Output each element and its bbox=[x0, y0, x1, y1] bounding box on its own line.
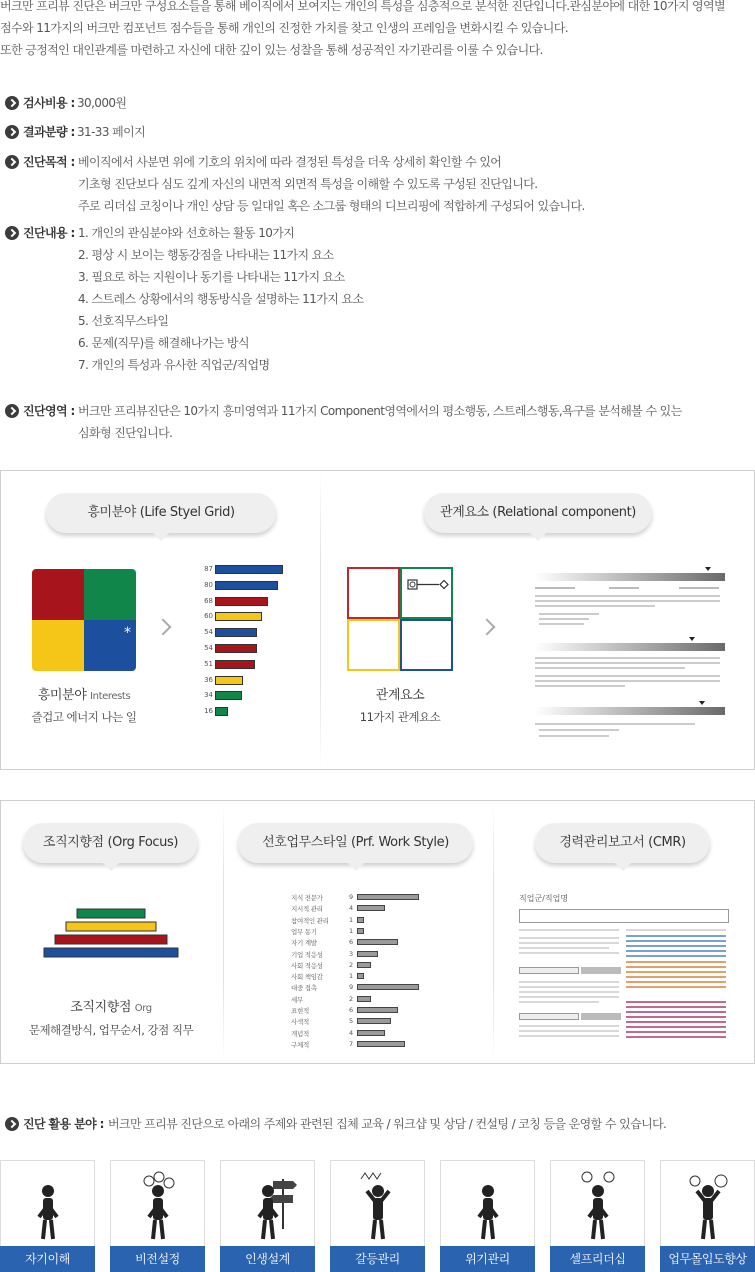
work-style-label: 사회 적응성 bbox=[291, 961, 323, 970]
interest-bar bbox=[215, 612, 262, 621]
conflict-management-icon bbox=[331, 1165, 426, 1245]
interest-bar-value: 87 bbox=[204, 565, 213, 573]
chevron-right-icon bbox=[479, 619, 496, 636]
cmr-doc-shade bbox=[581, 1013, 621, 1020]
arrow-bullet-icon bbox=[5, 1117, 19, 1131]
interest-pill: 흥미분야 (Life Styel Grid) bbox=[46, 493, 276, 533]
asterisk-icon: * bbox=[124, 625, 131, 641]
relational-caption: 관계요소 bbox=[375, 688, 425, 703]
interest-bar-value: 36 bbox=[204, 675, 213, 684]
work-style-bar bbox=[357, 1007, 398, 1013]
relational-report-graphic bbox=[529, 567, 729, 743]
interest-bar-value: 68 bbox=[204, 596, 213, 605]
content-line: 7. 개인의 특성과 유사한 직업군/직업명 bbox=[78, 358, 270, 372]
relational-quadrant bbox=[347, 567, 453, 671]
life-style-grid bbox=[32, 569, 136, 671]
interest-bar-value: 51 bbox=[204, 659, 213, 668]
arrow-bullet-icon bbox=[5, 96, 19, 110]
relational-desc: 11가지 관계요소 bbox=[359, 710, 441, 724]
work-style-label: 업무 동기 bbox=[291, 927, 317, 936]
work-style-bar bbox=[357, 1041, 405, 1047]
arrow-bullet-icon bbox=[5, 125, 19, 139]
grid-green-quadrant bbox=[84, 569, 136, 620]
work-style-value: 6 bbox=[349, 1006, 354, 1014]
content-line: 4. 스트레스 상황에서의 행동방식을 설명하는 11가지 요소 bbox=[78, 292, 364, 306]
content-line: 1. 개인의 관심분야와 선호하는 활동 10가지 bbox=[78, 226, 295, 240]
vision-setting-icon bbox=[111, 1165, 206, 1245]
panel-org-work-cmr bbox=[0, 800, 755, 1064]
relational-yellow-quadrant bbox=[347, 619, 400, 671]
purpose-line: 주로 리더십 코칭이나 개인 상담 등 일대일 혹은 소그룹 형태의 디브리핑에 적합하게 구성되어 있습니다. bbox=[78, 199, 585, 213]
interest-bar bbox=[215, 628, 257, 637]
work-style-value: 1 bbox=[349, 926, 354, 935]
self-leadership-icon bbox=[551, 1165, 646, 1245]
intro-line: 또한 긍정적인 대인관계를 마련하고 자신에 대한 깊이 있는 성찰을 통해 성공적인 자기관리를 이룰 수 있습니다. bbox=[0, 43, 543, 57]
relational-red-quadrant bbox=[347, 567, 400, 619]
area-line: 심화형 진단입니다. bbox=[78, 426, 173, 440]
intro-line: 버크만 프리뷰 진단은 버크만 구성요소들을 통해 베이직에서 보여지는 개인의 특성을 심층적으로 분석한 진단입니다.관심분야에 대한 10가지 영역별 bbox=[0, 0, 726, 13]
interest-bar bbox=[215, 707, 228, 716]
grid-yellow-quadrant bbox=[32, 620, 84, 671]
org-pill: 조직지향점 (Org Focus) bbox=[23, 823, 198, 863]
work-style-value: 5 bbox=[349, 1017, 354, 1026]
usage-tile-label: 인생설계 bbox=[220, 1246, 315, 1272]
purpose-label: 진단목적 : bbox=[23, 155, 75, 169]
interest-bar-chart bbox=[197, 565, 297, 725]
work-style-label: 자기 계발 bbox=[291, 939, 317, 948]
work-style-bar bbox=[357, 996, 371, 1002]
interest-bar bbox=[215, 660, 255, 669]
life-design-icon bbox=[221, 1165, 316, 1245]
intro-text bbox=[0, 0, 725, 61]
interest-desc: 즐겁고 에너지 나는 일 bbox=[31, 710, 137, 724]
work-style-label: 지식 전문가 bbox=[291, 894, 323, 902]
content-line: 3. 필요로 하는 지원이나 동기를 나타내는 11가지 요소 bbox=[78, 270, 345, 284]
cmr-pill: 경력관리보고서 (CMR) bbox=[535, 823, 710, 863]
content-line: 6. 문제(직무)를 해결해나가는 방식 bbox=[78, 336, 249, 350]
org-desc: 문제해결방식, 업무순서, 강점 직무 bbox=[28, 1023, 194, 1037]
arrow-bullet-icon bbox=[5, 404, 19, 418]
relational-green-quadrant bbox=[400, 567, 453, 619]
usage-label: 진단 활용 분야 : bbox=[23, 1117, 104, 1131]
interest-bar bbox=[215, 565, 283, 574]
cmr-report-thumbnail bbox=[511, 891, 736, 1051]
arrow-bullet-icon bbox=[5, 226, 19, 240]
work-style-label: 세무 bbox=[291, 995, 303, 1004]
panel-interest-relational bbox=[0, 470, 755, 770]
cmr-doc-shade bbox=[581, 967, 621, 974]
work-style-value: 1 bbox=[349, 915, 354, 924]
work-style-value: 4 bbox=[349, 1028, 354, 1037]
work-style-bar bbox=[357, 1030, 385, 1036]
usage-tile bbox=[0, 1160, 95, 1272]
work-style-bar bbox=[357, 905, 385, 911]
work-style-bar bbox=[357, 928, 364, 934]
work-style-bar bbox=[357, 984, 419, 990]
area-label: 진단영역 : bbox=[23, 404, 75, 418]
work-style-value: 6 bbox=[349, 938, 354, 947]
org-caption-main: 조직지향점 bbox=[70, 1000, 132, 1015]
usage-tile-label: 셀프리더십 bbox=[550, 1246, 645, 1272]
purpose-line: 베이직에서 사분면 위에 기호의 위치에 따라 결정된 특성을 더욱 상세히 확인할 수 있어 bbox=[78, 155, 502, 169]
interest-caption-main: 흥미분야 bbox=[37, 688, 87, 703]
work-style-pill: 선호업무스타일 (Prf. Work Style) bbox=[238, 823, 473, 863]
work-style-value: 7 bbox=[349, 1039, 354, 1048]
panel-divider bbox=[223, 801, 224, 1063]
interest-bar-value: 54 bbox=[204, 628, 213, 637]
relational-pill: 관계요소 (Relational component) bbox=[424, 493, 652, 533]
work-engagement-icon bbox=[661, 1165, 755, 1245]
org-focus-pyramid bbox=[43, 907, 179, 959]
interest-bar bbox=[215, 581, 278, 590]
work-style-label: 참여적인 관리 bbox=[291, 916, 329, 925]
interest-bar bbox=[215, 597, 268, 606]
pages-label: 결과분량 : bbox=[23, 125, 75, 139]
interest-bar bbox=[215, 644, 257, 653]
work-style-bar bbox=[357, 939, 398, 945]
work-style-label: 기업 적응성 bbox=[291, 950, 323, 959]
usage-tile-label: 갈등관리 bbox=[330, 1246, 425, 1272]
usage-text: 버크만 프리뷰 진단으로 아래의 주제와 관련된 집체 교육 / 워크샵 및 상담 / 컨설팅 / 코칭 등을 운영할 수 있습니다. bbox=[108, 1117, 667, 1131]
org-caption bbox=[41, 996, 181, 1015]
work-style-value: 3 bbox=[349, 949, 354, 958]
interest-caption bbox=[34, 684, 134, 703]
work-style-label: 구체적 bbox=[291, 1040, 309, 1049]
work-style-bar bbox=[357, 917, 364, 923]
intro-line: 점수와 11가지의 버크만 컴포넌트 점수들을 통해 개인의 진정한 가치를 찾고 인생의 프레임을 변화시킬 수 있습니다. bbox=[0, 21, 568, 35]
work-style-label: 사회 책임감 bbox=[291, 973, 323, 982]
cost-label: 검사비용 : bbox=[23, 96, 75, 110]
interest-bar-value: 80 bbox=[204, 580, 213, 589]
usage-tile bbox=[660, 1160, 755, 1272]
interest-bar bbox=[215, 676, 243, 685]
work-style-label: 대중 접촉 bbox=[291, 984, 317, 993]
usage-tile-label: 업무몰입도향상 bbox=[660, 1246, 755, 1272]
work-style-chart bbox=[291, 893, 441, 1053]
usage-tile-label: 비전설정 bbox=[110, 1246, 205, 1272]
work-style-value: 2 bbox=[349, 960, 354, 969]
work-style-label: 개념적 bbox=[291, 1029, 309, 1038]
content-label: 진단내용 : bbox=[23, 226, 75, 240]
work-style-value: 1 bbox=[349, 972, 354, 981]
usage-tile bbox=[220, 1160, 315, 1272]
usage-tile bbox=[440, 1160, 535, 1272]
usage-tile-label: 위기관리 bbox=[440, 1246, 535, 1272]
content-line: 2. 평상 시 보이는 행동강점을 나타내는 11가지 요소 bbox=[78, 248, 334, 262]
work-style-value: 9 bbox=[349, 983, 354, 992]
cost-value: 30,000원 bbox=[77, 96, 127, 110]
content-line: 5. 선호직무스타일 bbox=[78, 314, 169, 328]
connector-marker-icon bbox=[407, 577, 451, 593]
interest-bar-value: 54 bbox=[204, 644, 213, 652]
work-style-bar bbox=[357, 962, 371, 968]
interest-caption-sub: Interests bbox=[90, 691, 131, 702]
pages-value: 31-33 페이지 bbox=[77, 125, 146, 139]
work-style-bar bbox=[357, 951, 378, 957]
usage-tile bbox=[110, 1160, 205, 1272]
arrow-bullet-icon bbox=[5, 155, 19, 169]
work-style-bar bbox=[357, 973, 364, 979]
relational-blue-quadrant bbox=[400, 619, 453, 671]
area-line: 버크만 프리뷰진단은 10가지 흥미영역과 11가지 Component영역에서의 평소행동, 스트레스행동,욕구를 분석해볼 수 있는 bbox=[78, 404, 682, 418]
usage-tile bbox=[330, 1160, 425, 1272]
relational-report-thumbnail bbox=[529, 567, 729, 743]
cmr-doc-blue-text bbox=[626, 935, 726, 959]
grid-red-quadrant bbox=[32, 569, 84, 620]
work-style-bar bbox=[357, 894, 419, 900]
usage-tile-label: 자기이해 bbox=[0, 1246, 95, 1272]
org-caption-sub: Org bbox=[134, 1003, 152, 1014]
panel-divider bbox=[320, 471, 321, 769]
cmr-doc-orange-text bbox=[626, 961, 726, 991]
chevron-right-icon bbox=[155, 619, 172, 636]
interest-bar-value: 34 bbox=[204, 691, 213, 700]
purpose-line: 기초형 진단보다 심도 깊게 자신의 내면적 외면적 특성을 이해할 수 있도록 구성된 진단입니다. bbox=[78, 177, 538, 191]
work-style-label: 지시적 관리 bbox=[291, 905, 323, 914]
work-style-value: 4 bbox=[349, 904, 354, 913]
work-style-label: 표현적 bbox=[291, 1007, 309, 1015]
work-style-value: 9 bbox=[349, 893, 354, 901]
work-style-label: 사색적 bbox=[291, 1018, 309, 1027]
cmr-doc-pink-text bbox=[626, 1001, 726, 1041]
usage-tile bbox=[550, 1160, 645, 1272]
self-understanding-icon bbox=[1, 1165, 96, 1245]
work-style-bar bbox=[357, 1018, 391, 1024]
work-style-value: 2 bbox=[349, 994, 354, 1003]
crisis-management-icon bbox=[441, 1165, 536, 1245]
cmr-doc-title: 직업군/직업명 bbox=[519, 894, 569, 903]
interest-bar-value: 16 bbox=[204, 707, 213, 716]
cmr-doc-header-box bbox=[519, 909, 729, 923]
panel-divider bbox=[493, 801, 494, 1063]
interest-bar bbox=[215, 691, 242, 700]
interest-bar-value: 60 bbox=[204, 612, 213, 621]
